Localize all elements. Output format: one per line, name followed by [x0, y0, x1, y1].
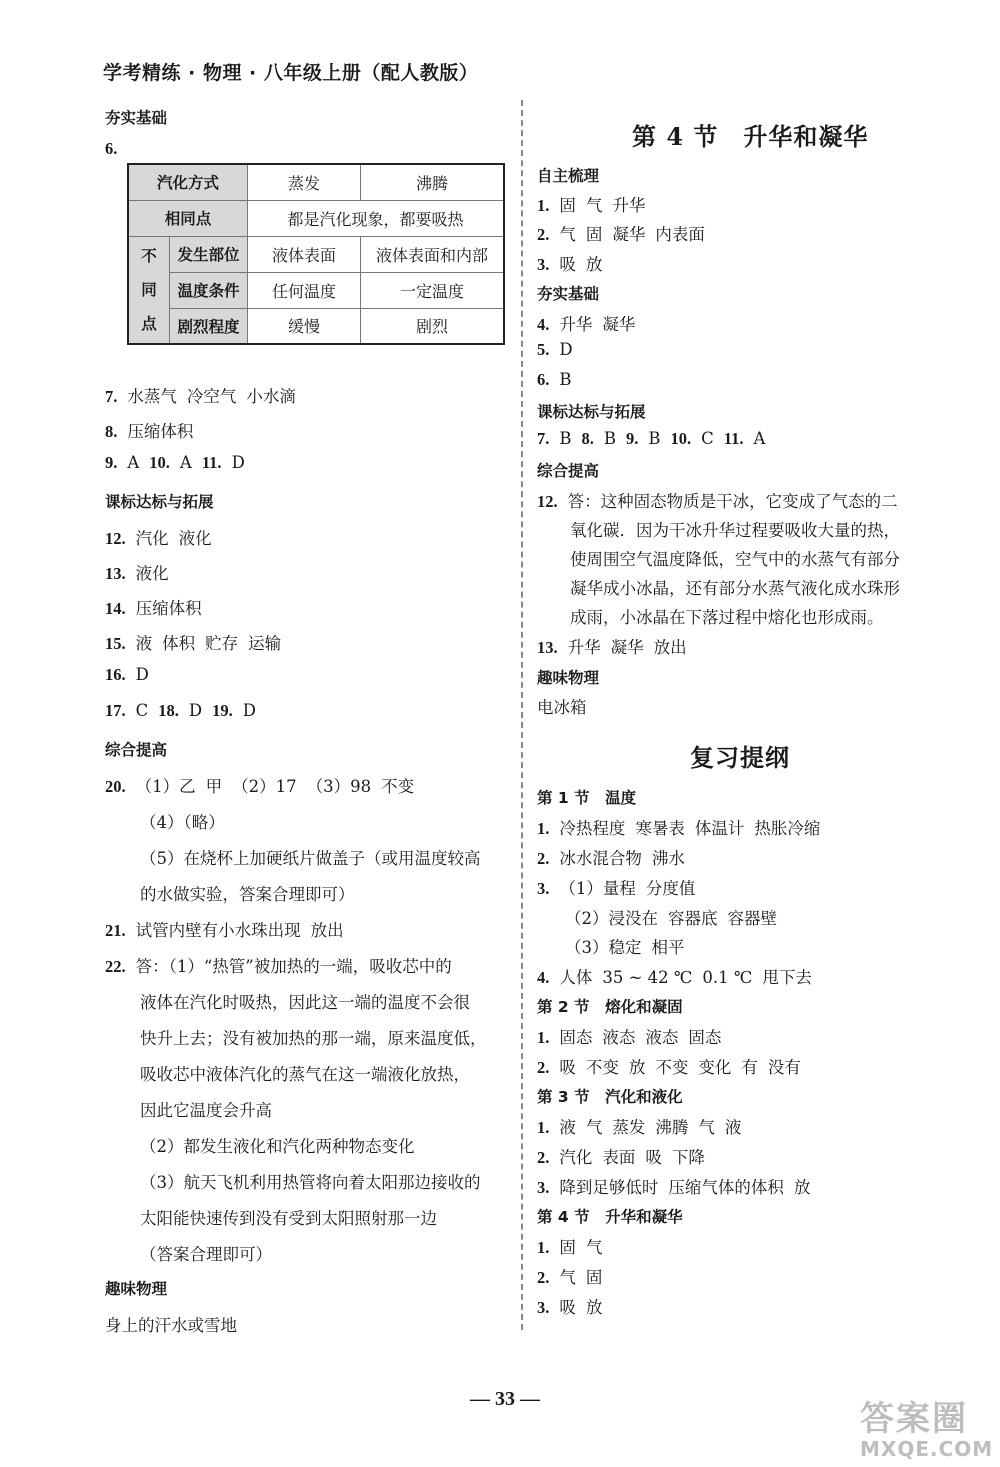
answer-text: B — [648, 429, 661, 448]
answer-text: 降到足够低时 — [559, 1178, 659, 1197]
answer-text: D — [242, 701, 256, 720]
answer-text: 气 — [559, 1268, 576, 1287]
answer-text: 气 — [585, 1238, 603, 1257]
outline-section-3: 第 3 节 汽化和液化 — [537, 1088, 683, 1106]
answer-text: 放 — [585, 255, 603, 274]
table-cell: 任何温度 — [248, 272, 361, 308]
answer-number: 1. — [537, 1028, 550, 1047]
answer-20 — [105, 773, 414, 797]
answer-text: D — [559, 340, 573, 359]
answer-text: 冰水混合物 — [559, 849, 642, 868]
answer-number: 20. — [105, 777, 126, 796]
question-number-6: 6. — [105, 139, 118, 158]
answer-text: D — [135, 665, 149, 684]
answer-number: 21. — [105, 921, 126, 940]
answer-number: 1. — [537, 1118, 550, 1137]
table-cell: 缓慢 — [248, 308, 361, 344]
table-cell: 一定温度 — [361, 272, 505, 308]
answer-text: 放出 — [653, 638, 687, 657]
table-header-evaporation: 蒸发 — [248, 164, 361, 200]
answer-number: 6. — [537, 370, 550, 389]
answer-22-line5: 因此它温度会升高 — [140, 1101, 272, 1120]
answer-r3 — [537, 251, 602, 275]
answer-20-part5-line1: （5）在烧杯上加硬纸片做盖子（或用温度较高 — [140, 849, 481, 868]
answer-number: 17. — [105, 701, 126, 720]
answer-number: 10. — [670, 429, 692, 448]
answer-number: 3. — [537, 1298, 550, 1317]
answer-text: 甲 — [205, 777, 223, 796]
answer-text: C — [701, 429, 714, 448]
answer-number: 1. — [537, 819, 550, 838]
heading-fun-physics: 趣味物理 — [105, 1280, 168, 1298]
answer-text: 固 — [585, 225, 603, 244]
answer-text: 固 — [585, 1268, 603, 1287]
table-row-label: 剧烈程度 — [170, 308, 248, 344]
answer-text: 凝华 — [612, 225, 646, 244]
answer-text: （3）稳定 — [565, 938, 642, 957]
answer-number: 2. — [537, 849, 550, 868]
answer-text: 汽化 — [559, 1148, 593, 1167]
answer-number: 18. — [158, 701, 179, 720]
answer-text: 答：这种固态物质是干冰，它变成了气态的二 — [567, 492, 898, 511]
answer-number: 4. — [537, 315, 550, 334]
answer-text: 压缩体积 — [127, 422, 194, 441]
answer-text: 固 — [559, 196, 576, 215]
answer-number: 9. — [105, 453, 118, 472]
answer-8 — [105, 418, 193, 442]
answer-r12-line2: 氧化碳．因为干冰升华过程要吸收大量的热， — [570, 521, 900, 540]
answer-text: 有 — [741, 1058, 758, 1077]
answer-number: 7. — [105, 387, 118, 406]
answer-text: B — [603, 429, 617, 448]
answer-7 — [105, 383, 296, 407]
answer-21 — [105, 917, 344, 941]
answer-text: 变化 — [698, 1058, 732, 1077]
answer-number: 3. — [537, 255, 550, 274]
book-title: 学考精练 · 物理 · 八年级上册（配人教版） — [103, 62, 479, 84]
answer-number: 8. — [105, 422, 118, 441]
answer-number: 12. — [105, 529, 126, 548]
answer-r7-11 — [537, 429, 765, 449]
outline-answer — [537, 875, 695, 899]
answer-text: 气 — [585, 1118, 603, 1137]
answer-text: 升华 — [567, 638, 601, 657]
answer-text: 吸 — [559, 255, 576, 274]
answer-text: 固态 — [688, 1028, 722, 1047]
answer-number: 5. — [537, 340, 550, 359]
table-same-value: 都是汽化现象，都要吸热 — [248, 200, 505, 236]
answer-text: 吸 — [559, 1058, 576, 1077]
answer-number: 15. — [105, 634, 126, 653]
outline-answer — [537, 1294, 602, 1318]
answer-text: 小水滴 — [246, 387, 296, 406]
table-cell: 液体表面 — [248, 236, 361, 272]
answer-text: 放出 — [310, 921, 344, 940]
answer-text: 气 — [559, 225, 576, 244]
answer-text: 不变 — [381, 777, 415, 796]
answer-13 — [105, 560, 169, 584]
heading-extension: 课标达标与拓展 — [105, 493, 214, 511]
outline-answer — [537, 1174, 810, 1198]
table-row-label: 温度条件 — [170, 272, 248, 308]
outline-section-2: 第 2 节 熔化和凝固 — [537, 998, 683, 1016]
answer-text: 压缩体积 — [135, 599, 202, 618]
answer-number: 2. — [537, 1268, 550, 1287]
answer-text: 0.1 ℃ — [702, 968, 753, 987]
answer-text: 液化 — [135, 564, 169, 583]
answer-text: 运输 — [248, 634, 282, 653]
heading-fun-physics-right: 趣味物理 — [537, 669, 600, 687]
answer-text: 吸 — [559, 1298, 576, 1317]
page-number: — 33 — — [470, 1388, 540, 1410]
answer-text: （3）98 — [306, 777, 372, 796]
answer-text: 下降 — [671, 1148, 705, 1167]
section-title: 第 4 节 升华和凝华 — [632, 122, 869, 151]
answer-text: 放 — [793, 1178, 811, 1197]
answer-text: 凝华 — [602, 315, 636, 334]
answer-r12-line1 — [537, 488, 898, 512]
answer-text: 沸水 — [651, 849, 685, 868]
heading-self-review: 自主梳理 — [537, 167, 600, 185]
answer-22-line6: （2）都发生液化和汽化两种物态变化 — [140, 1137, 415, 1156]
answer-14 — [105, 595, 202, 619]
answer-text: 相平 — [651, 938, 685, 957]
answer-number: 11. — [201, 453, 222, 472]
answer-number: 2. — [537, 1058, 550, 1077]
heading-basic: 夯实基础 — [105, 109, 168, 127]
outline-answer — [565, 905, 777, 929]
outline-section-1: 第 1 节 温度 — [537, 789, 637, 807]
answer-r12-line3: 使周围空气温度降低，空气中的水蒸气有部分 — [570, 550, 900, 569]
answer-22-line3: 快升上去；没有被加热的那一端，原来温度低， — [140, 1029, 487, 1048]
answer-22-line9: （答案合理即可） — [140, 1245, 272, 1264]
answer-text: 没有 — [767, 1058, 801, 1077]
answer-text: 升华 — [612, 196, 646, 215]
answer-text: 吸 — [645, 1148, 662, 1167]
heading-comprehensive: 综合提高 — [105, 741, 168, 759]
answer-15 — [105, 630, 281, 654]
answer-text: 人体 — [559, 968, 593, 987]
outline-answer — [537, 815, 820, 839]
answer-text: 容器壁 — [727, 909, 777, 928]
answer-9-11 — [105, 453, 245, 473]
answer-text: 蒸发 — [612, 1118, 646, 1137]
answer-text: 液 — [559, 1118, 576, 1137]
answer-text: 体积 — [162, 634, 196, 653]
answer-number: 12. — [537, 492, 558, 511]
answer-text: （2）17 — [232, 777, 297, 796]
answer-20-part5-line2: 的水做实验，答案合理即可） — [140, 885, 355, 904]
answer-22-line4: 吸收芯中液体汽化的蒸气在这一端液化放热， — [140, 1065, 470, 1084]
answer-number: 13. — [105, 564, 126, 583]
answer-number: 4. — [537, 968, 550, 987]
answer-text: A — [127, 453, 140, 472]
table-label-same: 相同点 — [128, 200, 248, 236]
answer-text: 甩下去 — [762, 968, 812, 987]
answer-text: 答：（1）“热管”被加热的一端，吸收芯中的 — [135, 957, 452, 976]
answer-text: 分度值 — [645, 879, 696, 898]
fun-physics-answer: 身上的汗水或雪地 — [105, 1316, 237, 1335]
answer-text: 汽化 — [135, 529, 169, 548]
outline-answer — [537, 1264, 602, 1288]
outline-answer — [537, 964, 812, 988]
answer-text: 不变 — [585, 1058, 619, 1077]
answer-number: 22. — [105, 957, 126, 976]
answer-text: 体温计 — [694, 819, 745, 838]
answer-text: （2）浸没在 — [565, 909, 658, 928]
table-row-label: 发生部位 — [170, 236, 248, 272]
answer-22-line2: 液体在汽化时吸热，因此这一端的温度不会很 — [140, 993, 470, 1012]
table-header-method: 汽化方式 — [128, 164, 248, 200]
answer-text: 贮存 — [205, 634, 239, 653]
answer-text: A — [179, 453, 192, 472]
answer-text: 表面 — [602, 1148, 636, 1167]
answer-text: 固 — [559, 1238, 576, 1257]
outline-title: 复习提纲 — [690, 743, 790, 772]
answer-text: 凝华 — [610, 638, 644, 657]
outline-section-4: 第 4 节 升华和凝华 — [537, 1208, 683, 1226]
answer-text: 水蒸气 — [127, 387, 177, 406]
answer-22-line7: （3）航天飞机利用热管将向着太阳那边接收的 — [140, 1173, 481, 1192]
vaporization-table — [127, 163, 505, 345]
answer-text: 固态 — [559, 1028, 593, 1047]
answer-22-line8: 太阳能快速传到没有受到太阳照射那一边 — [140, 1209, 437, 1228]
answer-text: 液态 — [602, 1028, 636, 1047]
watermark-top: 答案圈 — [860, 1399, 968, 1439]
answer-text: 热胀冷缩 — [754, 819, 821, 838]
answer-number: 3. — [537, 879, 550, 898]
watermark-bottom: MXQE.COM — [860, 1437, 994, 1461]
fun-physics-answer-right: 电冰箱 — [537, 698, 587, 717]
answer-text: 试管内壁有小水珠出现 — [135, 921, 301, 940]
column-divider — [521, 100, 523, 1330]
answer-number: 14. — [105, 599, 126, 618]
answer-text: B — [559, 370, 572, 389]
answer-number: 9. — [626, 429, 639, 448]
outline-answer — [537, 1054, 801, 1078]
answer-text: 冷热程度 — [559, 819, 626, 838]
answer-text: B — [559, 429, 572, 448]
answer-number: 8. — [581, 429, 594, 448]
outline-answer — [565, 934, 685, 958]
answer-text: 35 ~ 42 ℃ — [602, 968, 693, 987]
answer-text: 不变 — [655, 1058, 689, 1077]
answer-r4 — [537, 311, 635, 335]
answer-number: 10. — [149, 453, 170, 472]
answer-number: 13. — [537, 638, 558, 657]
diff-char-1: 不 — [141, 246, 157, 265]
answer-number: 2. — [537, 1148, 550, 1167]
answer-12 — [105, 525, 212, 549]
table-cell: 剧烈 — [361, 308, 505, 344]
answer-number: 11. — [723, 429, 744, 448]
answer-r6 — [537, 370, 572, 390]
answer-text: 升华 — [559, 315, 593, 334]
answer-text: 沸腾 — [655, 1118, 689, 1137]
answer-r5 — [537, 340, 573, 360]
heading-comprehensive-right: 综合提高 — [537, 462, 600, 480]
answer-number: 7. — [537, 429, 550, 448]
answer-text: C — [135, 701, 149, 720]
answer-text: A — [753, 429, 766, 448]
answer-text: 冷空气 — [186, 387, 237, 406]
answer-text: D — [231, 453, 245, 472]
table-header-boiling: 沸腾 — [361, 164, 505, 200]
answer-number: 16. — [105, 665, 126, 684]
answer-r13 — [537, 634, 687, 658]
table-cell: 液体表面和内部 — [361, 236, 505, 272]
table-label-different — [128, 236, 170, 344]
answer-text: 气 — [698, 1118, 715, 1137]
heading-extension-right: 课标达标与拓展 — [537, 403, 646, 421]
answer-text: 放 — [585, 1298, 603, 1317]
answer-text: 液化 — [178, 529, 212, 548]
answer-16 — [105, 665, 149, 685]
answer-22-line1 — [105, 953, 452, 977]
answer-number: 1. — [537, 1238, 550, 1257]
answer-r1 — [537, 192, 645, 216]
answer-17-19 — [105, 701, 256, 721]
answer-text: 容器底 — [668, 909, 718, 928]
outline-answer — [537, 1024, 721, 1048]
answer-number: 19. — [212, 701, 233, 720]
answer-text: D — [188, 701, 203, 720]
answer-text: 液态 — [645, 1028, 679, 1047]
answer-number: 3. — [537, 1178, 550, 1197]
answer-text: 液 — [724, 1118, 742, 1137]
outline-answer — [537, 1234, 602, 1258]
answer-text: 放 — [628, 1058, 646, 1077]
outline-answer — [537, 1144, 705, 1168]
answer-number: 2. — [537, 225, 550, 244]
diff-char-2: 同 — [141, 280, 157, 299]
heading-basic-right: 夯实基础 — [537, 285, 600, 303]
answer-text: 寒暑表 — [635, 819, 685, 838]
answer-text: （1）量程 — [559, 879, 636, 898]
answer-20-part4: （4）（略） — [140, 813, 225, 832]
outline-answer — [537, 1114, 741, 1138]
answer-text: 气 — [585, 196, 603, 215]
answer-r2 — [537, 221, 705, 245]
answer-r12-line5: 成雨，小冰晶在下落过程中熔化也形成雨。 — [570, 608, 884, 627]
watermark-logo — [860, 1399, 994, 1462]
answer-text: 压缩气体的体积 — [668, 1178, 784, 1197]
answer-number: 1. — [537, 196, 550, 215]
answer-text: 内表面 — [655, 225, 705, 244]
outline-answer — [537, 845, 685, 869]
diff-char-3: 点 — [141, 314, 157, 333]
answer-r12-line4: 凝华成小冰晶，还有部分水蒸气液化成水珠形 — [570, 579, 900, 598]
answer-text: 液 — [135, 634, 153, 653]
answer-text: （1）乙 — [135, 777, 196, 796]
